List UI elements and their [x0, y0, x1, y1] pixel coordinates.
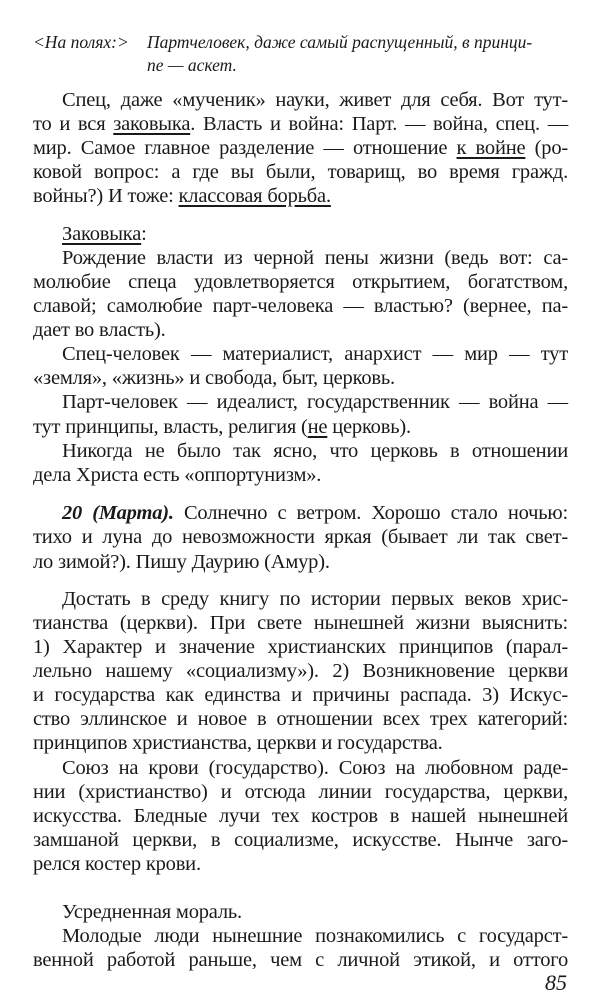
text-segment: лельно нашему «социализму»). 2) Возникновение церкви	[33, 660, 568, 682]
text-segment: то и вся	[33, 113, 114, 135]
margin-note-line: пе — аскет.	[147, 55, 237, 75]
text-line	[33, 294, 568, 318]
margin-note-label: <На полях:>	[33, 32, 129, 52]
text-segment: мир. Самое главное разделение — отношение	[33, 137, 457, 159]
text-segment: релся костер крови.	[33, 853, 201, 875]
text-line	[33, 948, 568, 972]
text-segment: (ро-	[525, 137, 569, 159]
text-segment: Спец, даже «мученик» науки, живет для себя. Вот тут-	[62, 89, 568, 111]
text-segment: церковь).	[327, 416, 411, 438]
text-line	[62, 501, 568, 525]
page-number: 85	[545, 970, 567, 995]
text-line	[33, 318, 568, 342]
text-segment: принципов христианства, церкви и государства.	[33, 732, 443, 754]
text-segment: Союз на крови (государство). Союз на любовном раде-	[62, 757, 568, 779]
text-line	[62, 88, 568, 112]
text-line	[33, 160, 568, 184]
text-segment: войны?) И тоже:	[33, 185, 179, 207]
text-segment: искусства. Бледные лучи тех костров в нашей нынешней	[33, 805, 568, 827]
text-line	[62, 756, 568, 780]
text-segment: дела Христа есть «оппортунизм».	[33, 464, 322, 486]
text-segment: молюбие спеца удовлетворяется открытием, богатством,	[33, 271, 568, 293]
text-line	[62, 439, 568, 463]
text-line	[33, 852, 568, 876]
text-line	[33, 184, 568, 208]
text-segment: славой; самолюбие парт-человека — властью? (вернее, па-	[33, 295, 568, 317]
text-segment: тианства (церкви). При свете нынешней жизни выяснить:	[33, 612, 568, 634]
text-line	[33, 780, 568, 804]
text-segment: Парт-человек — идеалист, государственник — война —	[62, 391, 568, 413]
text-line	[33, 611, 568, 635]
text-line	[33, 804, 568, 828]
text-line	[62, 390, 568, 414]
text-line	[33, 635, 568, 659]
margin-note-line: Партчеловек, даже самый распущенный, в принци-	[147, 32, 533, 52]
text-line	[33, 659, 568, 683]
text-line	[33, 136, 568, 160]
text-segment: Рождение власти из черной пены жизни (ведь вот: са-	[62, 247, 568, 269]
text-segment: 1) Характер и значение христианских принципов (парал-	[33, 636, 568, 658]
text-line	[33, 525, 568, 549]
text-line	[33, 550, 568, 574]
underlined-text: не	[307, 416, 328, 438]
text-line	[62, 222, 568, 246]
text-segment: :	[141, 223, 147, 245]
text-line	[62, 246, 568, 270]
text-segment: нии (христианство) и отсюда линии государства, церкви,	[33, 781, 568, 803]
text-segment: венной работой раньше, чем с личной этикой, и оттого	[33, 949, 568, 971]
underlined-text: к войне	[456, 137, 526, 159]
text-segment: ло зимой?). Пишу Даурию (Амур).	[33, 551, 330, 573]
text-line	[62, 342, 568, 366]
text-segment: и государства как единства и причины распада. 3) Искус-	[33, 684, 568, 706]
date-heading: 20 (Марта).	[62, 502, 174, 524]
text-line	[33, 366, 568, 390]
text-line	[62, 900, 568, 924]
text-segment: Достать в среду книгу по истории первых веков хрис-	[62, 588, 568, 610]
text-segment: Спец-человек — материалист, анархист — мир — тут	[62, 343, 568, 365]
text-line	[33, 828, 568, 852]
underlined-text: заковыка	[113, 113, 191, 135]
text-line	[62, 924, 568, 948]
underlined-text: Заковыка	[62, 223, 142, 245]
text-segment: Никогда не было так ясно, что церковь в отношении	[62, 440, 568, 462]
text-line	[33, 463, 568, 487]
text-segment: «земля», «жизнь» и свобода, быт, церковь.	[33, 367, 395, 389]
text-segment: тут принципы, власть, религия (	[33, 416, 308, 438]
text-segment: тихо и луна до невозможности яркая (бывает ли так свет-	[33, 526, 568, 548]
text-segment: ковой вопрос: а где вы были, товарищ, во время гражд.	[33, 161, 568, 183]
text-line	[33, 683, 568, 707]
text-line	[33, 415, 568, 439]
text-line	[33, 112, 568, 136]
text-segment: Усредненная мораль.	[62, 901, 242, 923]
text-line	[33, 270, 568, 294]
text-line	[62, 587, 568, 611]
text-segment: ство эллинское и новое в отношении всех трех категорий:	[33, 708, 568, 730]
text-segment: Молодые люди нынешние познакомились с государст-	[62, 925, 568, 947]
text-segment: дает во власть).	[33, 319, 166, 341]
text-segment: Солнечно с ветром. Хорошо стало ночью:	[173, 502, 568, 524]
underlined-text: классовая борьба.	[178, 185, 331, 207]
text-line	[33, 731, 568, 755]
text-segment: . Власть и война: Парт. — война, спец. —	[190, 113, 568, 135]
text-segment: замшаной церкви, в социализме, искусстве. Нынче заго-	[33, 829, 568, 851]
text-line	[33, 707, 568, 731]
